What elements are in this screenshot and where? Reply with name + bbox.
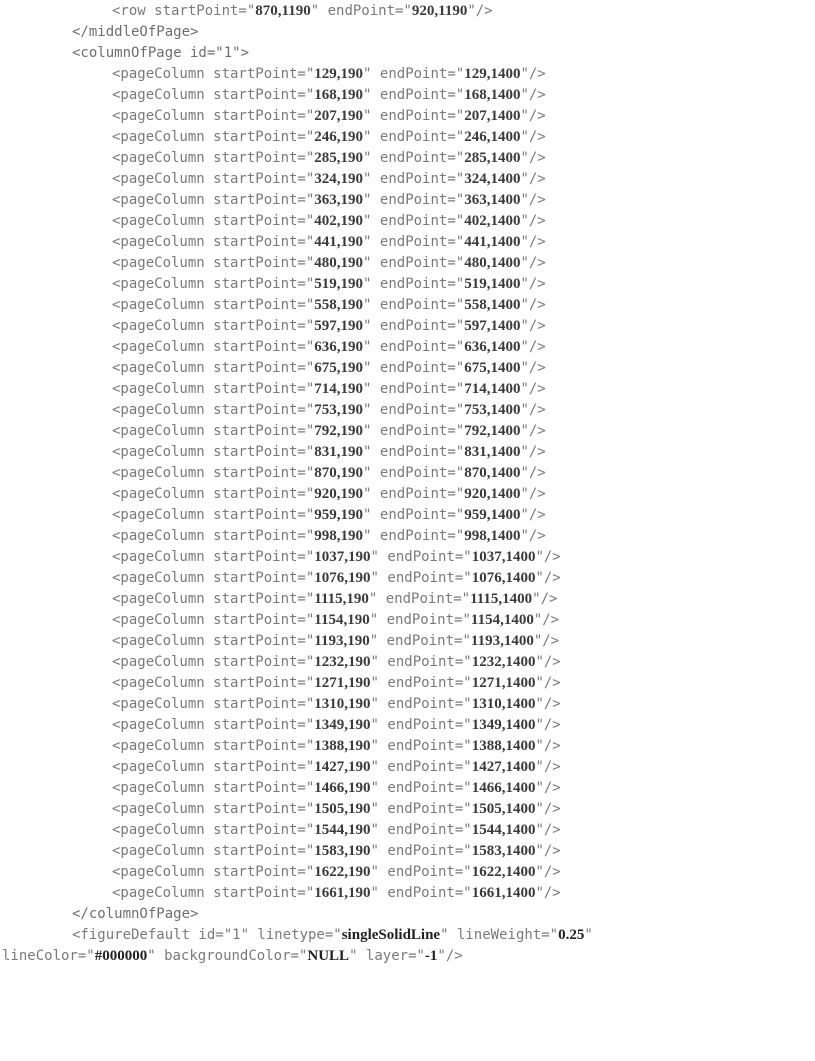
row-end-point: 920,1190: [411, 3, 468, 19]
page-column-close-text: "/>: [535, 801, 561, 817]
page-column-open-text: <pageColumn startPoint=": [112, 339, 315, 355]
page-column-line: [0, 253, 815, 274]
page-column-line: [0, 106, 815, 127]
page-column-open-text: <pageColumn startPoint=": [112, 696, 315, 712]
page-column-line: [0, 799, 815, 820]
page-column-line: [0, 211, 815, 232]
page-column-end-point: 1037,1400: [471, 549, 536, 565]
page-column-mid-text: " endPoint=": [363, 465, 465, 481]
page-column-close-text: "/>: [520, 465, 546, 481]
page-column-start-point: 558,190: [314, 297, 364, 313]
page-column-mid-text: " endPoint=": [370, 843, 472, 859]
page-column-end-point: 1622,1400: [471, 864, 536, 880]
page-column-open-text: <pageColumn startPoint=": [112, 549, 315, 565]
page-column-start-point: 753,190: [314, 402, 364, 418]
page-column-start-point: 998,190: [314, 528, 364, 544]
page-column-open-text: <pageColumn startPoint=": [112, 654, 315, 670]
page-column-end-point: 870,1400: [464, 465, 521, 481]
page-column-line: [0, 85, 815, 106]
page-column-mid-text: " endPoint=": [363, 108, 465, 124]
page-column-open-text: <pageColumn startPoint=": [112, 129, 315, 145]
page-column-line: [0, 694, 815, 715]
page-column-close-text: "/>: [520, 528, 546, 544]
page-column-close-text: "/>: [535, 654, 561, 670]
page-column-open-text: <pageColumn startPoint=": [112, 633, 315, 649]
page-column-line: [0, 169, 815, 190]
page-column-end-point: 920,1400: [464, 486, 521, 502]
page-column-end-point: 636,1400: [464, 339, 521, 355]
figure-default-part6: " layer=": [349, 948, 425, 964]
page-column-close-text: "/>: [520, 255, 546, 271]
page-column-mid-text: " endPoint=": [363, 339, 465, 355]
page-column-line: [0, 568, 815, 589]
page-column-start-point: 1076,190: [314, 570, 371, 586]
page-column-close-text: "/>: [535, 822, 561, 838]
page-column-open-text: <pageColumn startPoint=": [112, 402, 315, 418]
page-column-open-text: <pageColumn startPoint=": [112, 150, 315, 166]
page-column-close-text: "/>: [520, 339, 546, 355]
column-of-page-close: </columnOfPage>: [72, 906, 199, 922]
page-column-end-point: 558,1400: [464, 297, 521, 313]
row-element-line: [0, 1, 815, 22]
page-column-line: [0, 358, 815, 379]
page-column-line: [0, 547, 815, 568]
page-column-mid-text: " endPoint=": [369, 633, 471, 649]
figure-default-line-weight: 0.25: [558, 927, 585, 943]
page-column-open-text: <pageColumn startPoint=": [112, 822, 315, 838]
page-column-end-point: 207,1400: [464, 108, 521, 124]
page-column-close-text: "/>: [535, 675, 561, 691]
page-column-close-text: "/>: [535, 549, 561, 565]
page-column-close-text: "/>: [520, 129, 546, 145]
page-column-open-text: <pageColumn startPoint=": [112, 780, 315, 796]
page-column-end-point: 831,1400: [464, 444, 521, 460]
page-column-mid-text: " endPoint=": [363, 423, 465, 439]
page-column-mid-text: " endPoint=": [363, 129, 465, 145]
row-open-text: <row startPoint=": [112, 3, 256, 19]
page-column-close-text: "/>: [535, 570, 561, 586]
page-column-line: [0, 232, 815, 253]
page-column-open-text: <pageColumn startPoint=": [112, 276, 315, 292]
page-column-line: [0, 421, 815, 442]
page-column-mid-text: " endPoint=": [363, 486, 465, 502]
page-column-line: [0, 820, 815, 841]
page-column-open-text: <pageColumn startPoint=": [112, 738, 315, 754]
page-column-open-text: <pageColumn startPoint=": [112, 759, 315, 775]
page-column-start-point: 675,190: [314, 360, 364, 376]
page-column-end-point: 519,1400: [464, 276, 521, 292]
page-column-line: [0, 652, 815, 673]
page-column-start-point: 1388,190: [314, 738, 371, 754]
page-column-line: [0, 274, 815, 295]
page-column-close-text: "/>: [535, 885, 561, 901]
page-column-end-point: 1349,1400: [471, 717, 536, 733]
page-column-close-text: "/>: [520, 171, 546, 187]
page-column-mid-text: " endPoint=": [370, 717, 472, 733]
page-column-line: [0, 862, 815, 883]
page-column-close-text: "/>: [520, 423, 546, 439]
page-column-line: [0, 463, 815, 484]
page-column-mid-text: " endPoint=": [370, 801, 472, 817]
page-column-line: [0, 589, 815, 610]
page-column-close-text: "/>: [520, 87, 546, 103]
page-column-close-text: "/>: [535, 696, 561, 712]
middle-of-page-close: </middleOfPage>: [72, 24, 199, 40]
page-column-mid-text: " endPoint=": [363, 297, 465, 313]
page-column-end-point: 1115,1400: [470, 591, 533, 607]
page-column-mid-text: " endPoint=": [370, 864, 472, 880]
page-column-close-text: "/>: [535, 759, 561, 775]
page-column-mid-text: " endPoint=": [368, 591, 471, 607]
row-mid-text: " endPoint=": [310, 3, 412, 19]
page-column-mid-text: " endPoint=": [363, 528, 465, 544]
page-column-end-point: 998,1400: [464, 528, 521, 544]
page-column-mid-text: " endPoint=": [363, 192, 465, 208]
page-column-mid-text: " endPoint=": [370, 759, 472, 775]
page-column-open-text: <pageColumn startPoint=": [112, 213, 315, 229]
page-column-mid-text: " endPoint=": [363, 66, 465, 82]
page-column-close-text: "/>: [520, 213, 546, 229]
page-column-line: [0, 379, 815, 400]
page-column-close-text: "/>: [533, 633, 560, 649]
page-column-line: [0, 631, 815, 652]
page-column-line: [0, 526, 815, 547]
page-column-open-text: <pageColumn startPoint=": [112, 318, 315, 334]
row-close-text: "/>: [467, 3, 493, 19]
page-column-close-text: "/>: [520, 402, 546, 418]
page-column-end-point: 441,1400: [464, 234, 521, 250]
page-column-line: [0, 736, 815, 757]
page-column-line: [0, 484, 815, 505]
page-column-start-point: 1661,190: [314, 885, 371, 901]
page-column-end-point: 675,1400: [464, 360, 521, 376]
page-column-end-point: 597,1400: [464, 318, 521, 334]
figure-default-part7: "/>: [437, 948, 463, 964]
page-column-close-text: "/>: [520, 297, 546, 313]
page-column-start-point: 920,190: [314, 486, 364, 502]
page-column-open-text: <pageColumn startPoint=": [112, 360, 315, 376]
page-column-start-point: 1349,190: [314, 717, 371, 733]
page-column-open-text: <pageColumn startPoint=": [112, 465, 315, 481]
page-column-open-text: <pageColumn startPoint=": [112, 591, 315, 607]
page-column-start-point: 519,190: [314, 276, 364, 292]
page-column-open-text: <pageColumn startPoint=": [112, 423, 315, 439]
page-column-start-point: 714,190: [314, 381, 364, 397]
page-column-open-text: <pageColumn startPoint=": [112, 192, 315, 208]
page-column-close-text: "/>: [535, 738, 561, 754]
page-column-line: [0, 295, 815, 316]
page-column-end-point: 246,1400: [464, 129, 521, 145]
page-column-line: [0, 316, 815, 337]
figure-default-layer: -1: [424, 948, 438, 964]
page-column-mid-text: " endPoint=": [370, 780, 472, 796]
page-column-start-point: 1154,190: [314, 612, 370, 628]
page-column-end-point: 1583,1400: [471, 843, 536, 859]
figure-default-line-1: [0, 925, 815, 946]
page-column-end-point: 792,1400: [464, 423, 521, 439]
page-column-mid-text: " endPoint=": [363, 150, 465, 166]
page-column-end-point: 753,1400: [464, 402, 521, 418]
page-column-start-point: 1427,190: [314, 759, 371, 775]
page-column-start-point: 1544,190: [314, 822, 371, 838]
page-column-mid-text: " endPoint=": [363, 360, 465, 376]
page-column-start-point: 1310,190: [314, 696, 371, 712]
page-column-start-point: 1115,190: [314, 591, 369, 607]
page-column-close-text: "/>: [520, 444, 546, 460]
page-column-end-point: 168,1400: [464, 87, 521, 103]
figure-default-part1: <figureDefault id="1" linetype=": [72, 927, 342, 943]
page-column-line: [0, 757, 815, 778]
page-column-mid-text: " endPoint=": [370, 822, 472, 838]
page-column-start-point: 1505,190: [314, 801, 371, 817]
page-column-close-text: "/>: [520, 360, 546, 376]
page-column-start-point: 1037,190: [314, 549, 371, 565]
page-column-start-point: 1232,190: [314, 654, 371, 670]
page-column-line: [0, 610, 815, 631]
page-column-close-text: "/>: [520, 318, 546, 334]
page-column-line: [0, 841, 815, 862]
column-of-page-open: <columnOfPage id="1">: [72, 45, 250, 61]
page-column-start-point: 636,190: [314, 339, 364, 355]
page-column-mid-text: " endPoint=": [363, 171, 465, 187]
page-column-close-text: "/>: [520, 234, 546, 250]
page-column-mid-text: " endPoint=": [363, 255, 465, 271]
page-column-open-text: <pageColumn startPoint=": [112, 444, 315, 460]
page-column-line: [0, 778, 815, 799]
page-column-start-point: 597,190: [314, 318, 364, 334]
page-column-start-point: 441,190: [314, 234, 364, 250]
page-column-open-text: <pageColumn startPoint=": [112, 507, 315, 523]
page-column-end-point: 1505,1400: [471, 801, 536, 817]
page-column-start-point: 324,190: [314, 171, 364, 187]
page-column-line: [0, 190, 815, 211]
page-column-mid-text: " endPoint=": [363, 444, 465, 460]
page-column-end-point: 1661,1400: [471, 885, 536, 901]
page-column-line: [0, 673, 815, 694]
page-column-open-text: <pageColumn startPoint=": [112, 234, 315, 250]
page-column-open-text: <pageColumn startPoint=": [112, 381, 315, 397]
page-column-close-text: "/>: [520, 108, 546, 124]
page-column-open-text: <pageColumn startPoint=": [112, 717, 315, 733]
page-column-open-text: <pageColumn startPoint=": [112, 675, 315, 691]
page-column-list: [0, 64, 815, 904]
page-column-end-point: 1544,1400: [471, 822, 536, 838]
page-column-start-point: 129,190: [314, 66, 364, 82]
page-column-mid-text: " endPoint=": [363, 276, 465, 292]
page-column-end-point: 363,1400: [464, 192, 521, 208]
page-column-end-point: 714,1400: [464, 381, 521, 397]
page-column-start-point: 831,190: [314, 444, 364, 460]
page-column-end-point: 480,1400: [464, 255, 521, 271]
page-column-close-text: "/>: [535, 717, 561, 733]
page-column-line: [0, 883, 815, 904]
page-column-open-text: <pageColumn startPoint=": [112, 255, 315, 271]
page-column-close-text: "/>: [520, 150, 546, 166]
page-column-start-point: 363,190: [314, 192, 364, 208]
page-column-line: [0, 400, 815, 421]
page-column-line: [0, 127, 815, 148]
page-column-start-point: 246,190: [314, 129, 364, 145]
figure-default-part4: lineColor=": [2, 948, 95, 964]
page-column-start-point: 1583,190: [314, 843, 371, 859]
page-column-mid-text: " endPoint=": [363, 381, 465, 397]
page-column-close-text: "/>: [532, 591, 558, 607]
page-column-close-text: "/>: [520, 507, 546, 523]
page-column-open-text: <pageColumn startPoint=": [112, 66, 315, 82]
page-column-end-point: 402,1400: [464, 213, 521, 229]
figure-default-part3: ": [584, 927, 593, 943]
page-column-line: [0, 442, 815, 463]
page-column-end-point: 1076,1400: [471, 570, 536, 586]
page-column-end-point: 1271,1400: [471, 675, 536, 691]
page-column-mid-text: " endPoint=": [370, 738, 472, 754]
page-column-open-text: <pageColumn startPoint=": [112, 171, 315, 187]
page-column-close-text: "/>: [535, 843, 561, 859]
figure-default-part5: " backgroundColor=": [147, 948, 308, 964]
page-column-mid-text: " endPoint=": [363, 318, 465, 334]
page-column-start-point: 207,190: [314, 108, 364, 124]
page-column-end-point: 1232,1400: [471, 654, 536, 670]
page-column-end-point: 324,1400: [464, 171, 521, 187]
page-column-mid-text: " endPoint=": [370, 696, 472, 712]
page-column-start-point: 1466,190: [314, 780, 371, 796]
page-column-line: [0, 337, 815, 358]
page-column-start-point: 480,190: [314, 255, 364, 271]
xml-code-listing: [0, 1, 815, 967]
page-column-start-point: 870,190: [314, 465, 364, 481]
figure-default-line-color: #000000: [94, 948, 148, 964]
page-column-mid-text: " endPoint=": [363, 234, 465, 250]
page-column-close-text: "/>: [520, 66, 546, 82]
page-column-start-point: 1271,190: [314, 675, 371, 691]
page-column-start-point: 168,190: [314, 87, 364, 103]
figure-default-part2: " lineWeight=": [440, 927, 559, 943]
page-column-open-text: <pageColumn startPoint=": [112, 885, 315, 901]
page-column-start-point: 1193,190: [314, 633, 370, 649]
page-column-end-point: 1310,1400: [471, 696, 536, 712]
page-column-mid-text: " endPoint=": [363, 213, 465, 229]
page-column-mid-text: " endPoint=": [369, 612, 471, 628]
page-column-line: [0, 505, 815, 526]
page-column-mid-text: " endPoint=": [370, 570, 472, 586]
page-column-end-point: 959,1400: [464, 507, 521, 523]
page-column-end-point: 1154,1400: [470, 612, 534, 628]
page-column-open-text: <pageColumn startPoint=": [112, 297, 315, 313]
page-column-line: [0, 148, 815, 169]
page-column-close-text: "/>: [520, 192, 546, 208]
page-column-close-text: "/>: [520, 276, 546, 292]
page-column-open-text: <pageColumn startPoint=": [112, 486, 315, 502]
page-column-end-point: 1193,1400: [470, 633, 534, 649]
page-column-open-text: <pageColumn startPoint=": [112, 87, 315, 103]
page-column-open-text: <pageColumn startPoint=": [112, 570, 315, 586]
page-column-mid-text: " endPoint=": [370, 549, 472, 565]
page-column-start-point: 959,190: [314, 507, 364, 523]
page-column-open-text: <pageColumn startPoint=": [112, 801, 315, 817]
page-column-end-point: 1466,1400: [471, 780, 536, 796]
page-column-close-text: "/>: [520, 381, 546, 397]
page-column-open-text: <pageColumn startPoint=": [112, 612, 315, 628]
page-column-close-text: "/>: [535, 780, 561, 796]
page-column-open-text: <pageColumn startPoint=": [112, 864, 315, 880]
page-column-start-point: 402,190: [314, 213, 364, 229]
page-column-start-point: 792,190: [314, 423, 364, 439]
page-column-line: [0, 64, 815, 85]
page-column-mid-text: " endPoint=": [370, 654, 472, 670]
page-column-end-point: 285,1400: [464, 150, 521, 166]
page-column-end-point: 1427,1400: [471, 759, 536, 775]
figure-default-line-2: [0, 946, 815, 967]
page-column-end-point: 129,1400: [464, 66, 521, 82]
page-column-mid-text: " endPoint=": [363, 507, 465, 523]
page-column-close-text: "/>: [535, 864, 561, 880]
figure-default-background-color: NULL: [307, 948, 350, 964]
page-column-mid-text: " endPoint=": [363, 402, 465, 418]
page-column-close-text: "/>: [533, 612, 560, 628]
page-column-close-text: "/>: [520, 486, 546, 502]
page-column-open-text: <pageColumn startPoint=": [112, 108, 315, 124]
page-column-mid-text: " endPoint=": [370, 885, 472, 901]
page-column-line: [0, 715, 815, 736]
page-column-end-point: 1388,1400: [471, 738, 536, 754]
page-column-start-point: 1622,190: [314, 864, 371, 880]
figure-default-linetype: singleSolidLine: [341, 927, 441, 943]
page-column-mid-text: " endPoint=": [370, 675, 472, 691]
page-column-open-text: <pageColumn startPoint=": [112, 843, 315, 859]
page-column-mid-text: " endPoint=": [363, 87, 465, 103]
page-column-start-point: 285,190: [314, 150, 364, 166]
row-start-point: 870,1190: [255, 3, 311, 19]
page-column-open-text: <pageColumn startPoint=": [112, 528, 315, 544]
